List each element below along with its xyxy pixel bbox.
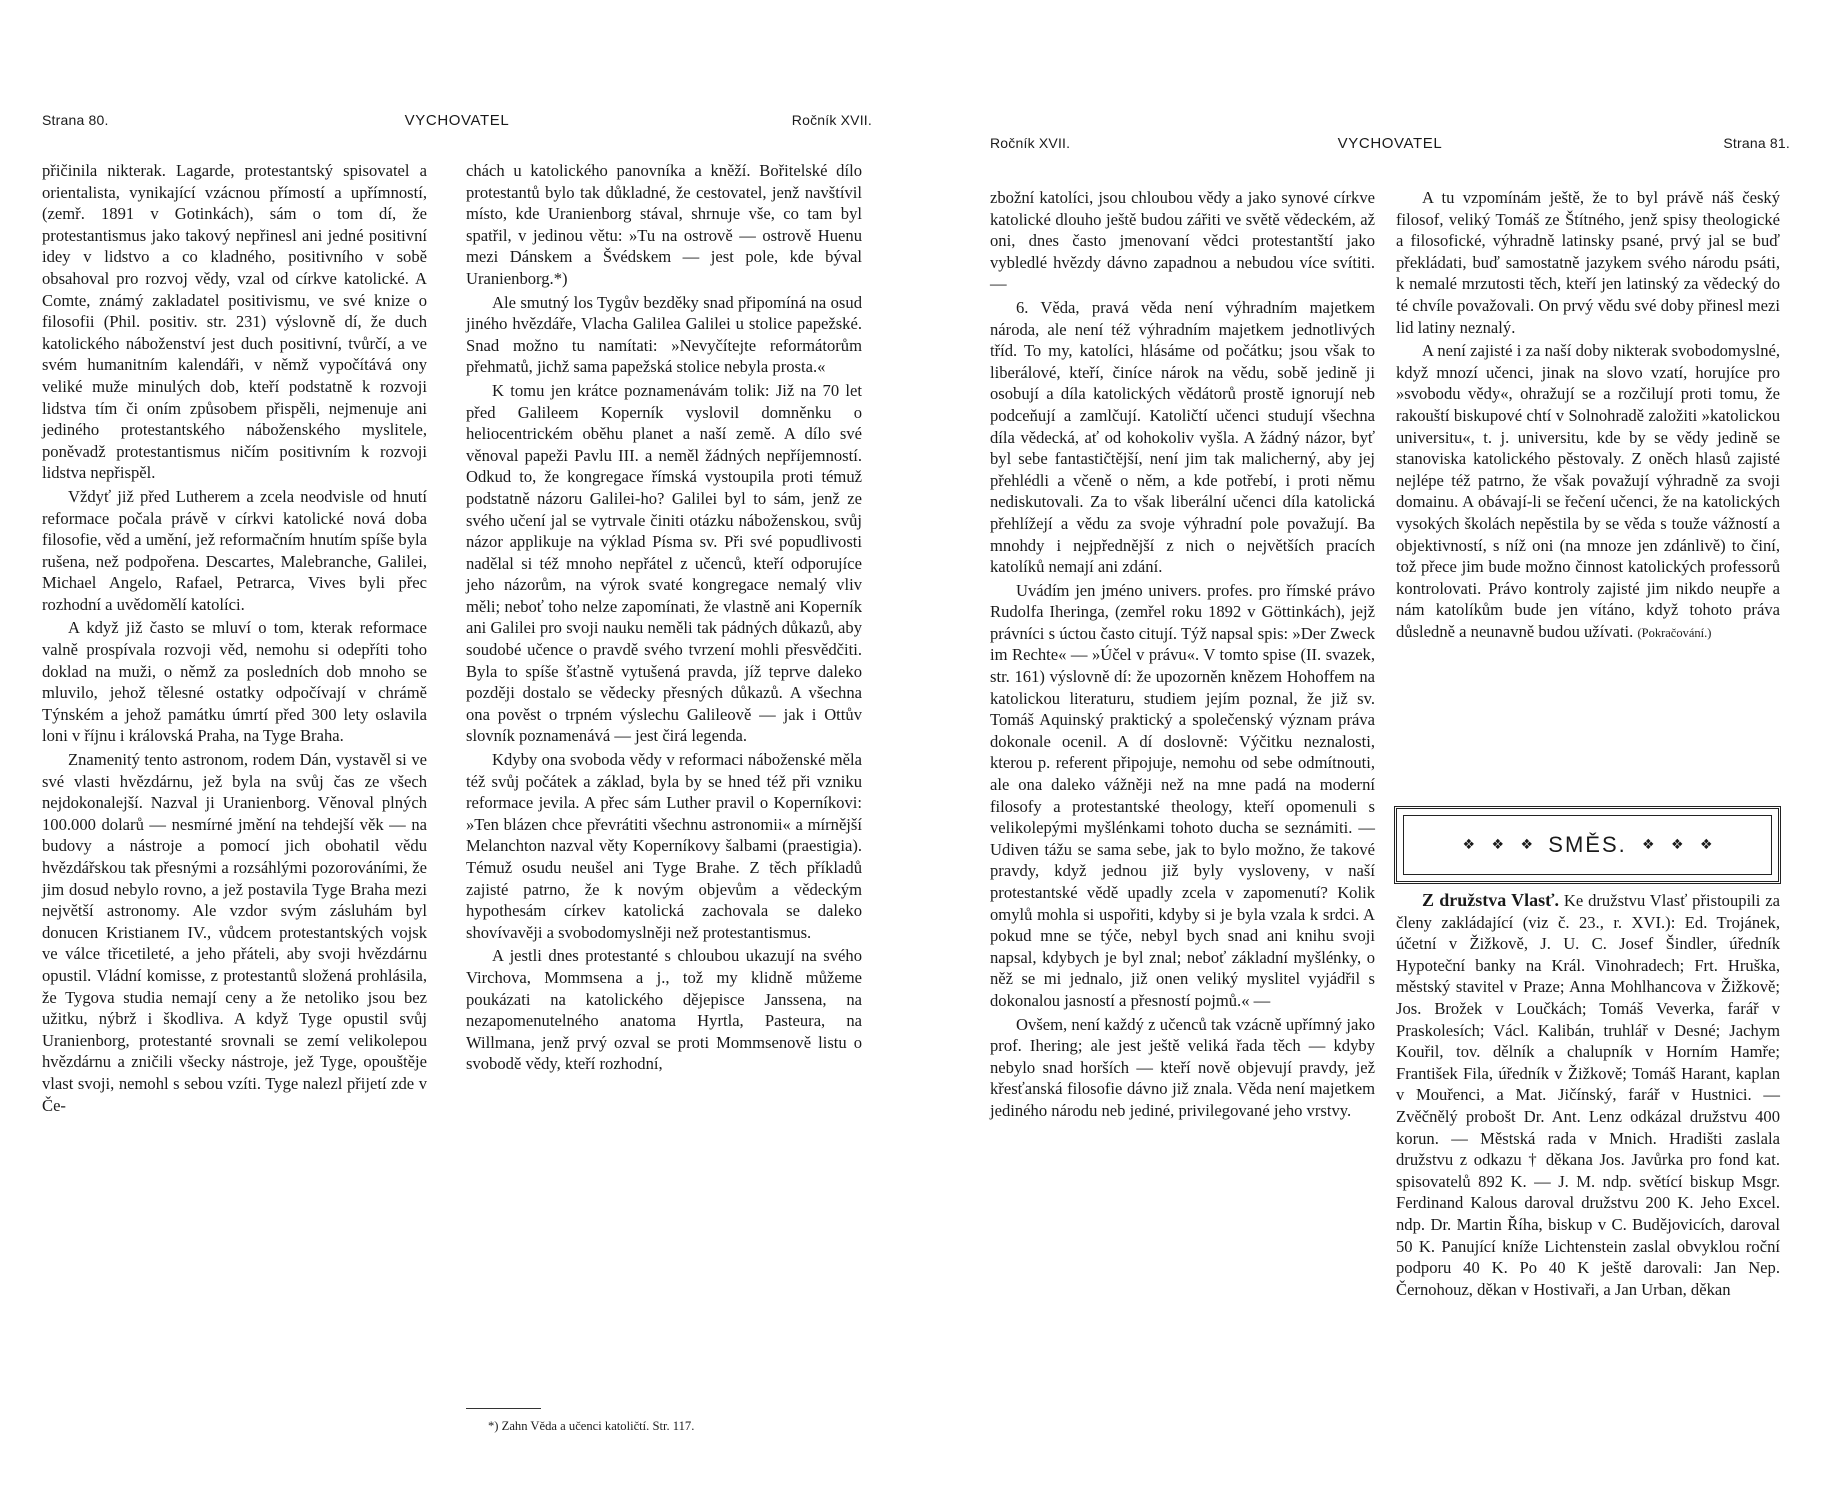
paragraph-text: A není zajisté i za naší doby nikterak svobodomyslné, když mnozí učenci, jinak na slovo vzatí, horujíce pro »svobodu vědy«, ohražují se a rozčilují proti tomu, že rakouští biskupové chtí v Solnohradě založiti »katolickou universitu«, t. j. universitu, kde by se vědy jedině se stanoviska katolického pěstovaly. Z oněch hlasů zajisté nejlépe též patrno, že však považují výhradně za svoji domainu. A obávají-li se řečení učenci, že na katolických vysokých školách nepěstila by se věda s touže vážností a objektivností, s níž oni (na mnoze jen zdánlivě) to činí, tož přece jim bude možno činnost katolických professorů kontrolovati. Právo kontroly zajisté jim nikdo neupře a nám katolíkům bude jen vítáno, když tohoto práva důsledně a neunavně budou užívati. bbox=[1396, 341, 1780, 641]
journal-title: VYCHOVATEL bbox=[404, 112, 510, 129]
paragraph: zbožní katolíci, jsou chloubou vědy a jako synové církve katolické dlouho ještě budou zářiti ve světě vědeckém, až oni, dnes často jmenovaní vědci protestantští jako vybledlé hvězdy dávno zapadnou a nebudou více svítiti. — bbox=[990, 188, 1375, 294]
continuation-note: (Pokračování.) bbox=[1637, 625, 1712, 640]
right-column-2 bbox=[1396, 187, 1780, 646]
paragraph: Uvádím jen jméno univers. profes. pro římské právo Rudolfa Iheringa, (zemřel roku 1892 v Göttinkách), jejž právníci s úctou často citují. Týž napsal spis: »Der Zweck im Rechte« — »Účel v právu«. V tomto spise (II. svazek, str. 161) výslovně dí: že upozorněn knězem Hohoffem na katolickou literaturu, studiem jejím poznal, že již sv. Tomáš Aquinský praktický a společenský význam práva dokonale ocenil. A dí doslovně: Výčitku neznalosti, kterou p. referent připojuje, nemohu od sebe odmítnouti, ale ona daleko vážněji než na mne padá na moderní filosofy a protestantské theology, kteří opomenuli s velikolepými myšlénkami tohoto ducha se seznámiti. — Udiven tážu se sama sebe, jak to bylo možno, že takové pravdy, když jednou již byly vysloveny, v naší protestantské vědě upadly zcela v zapomenutí? Kolik omylů mohla si uspořiti, kdyby si je byla vzala k srdci. A pokud mne se týče, nebyl bych snad ani knihu svoji napsal, kdybych je byl znal; neboť základní myšlénky, o něž se mi jednalo, již onen veliký myslitel vyjádřil s dokonalou jasností a přesností pojmů.« — bbox=[990, 580, 1375, 1010]
ornament-icon: ❖ bbox=[1699, 837, 1713, 853]
journal-title: VYCHOVATEL bbox=[1337, 135, 1443, 152]
paragraph: přičinila nikterak. Lagarde, protestantský spisovatel a orientalista, vynikající vzácnou přímostí a upřímností, (zemř. 1891 v Gotinkách), sám o tom dí, že protestantismus jako takový nepřinesl ani jedné positivní idey v lidstvo a co kladného, positivního v sobě obsahoval pro rozvoj vědy, vzal od církve katolické. A Comte, známý zakladatel positivismu, ve své knize o filosofii (Phil. positiv. str. 231) výslovně dí, že duch katolického náboženství jest duch positivní, tvůrčí, a ve svém humanitním kalendáři, v němž vypočítává ony veliké muže minulých dob, kteří podstatně k rozvoji lidstva tím či oním způsobem přispěli, nejmenuje ani jediného protestantského náboženského myslitele, poněvadž protestantismus ničím positivním k rozvoji lidstva nepřispěl. bbox=[42, 161, 427, 483]
paragraph: Ovšem, není každý z učenců tak vzácně upřímný jako prof. Ihering; ale jest ještě veliká řada těch — kdyby nebylo snad horších — kteří nově objevují pravdy, jež křesťanská filosofie dávno již znala. Věda není majetkem jediného národu neb jediné, privilegované jeho vrstvy. bbox=[990, 1014, 1375, 1120]
ornament-icon: ❖ bbox=[1491, 837, 1505, 853]
left-page bbox=[42, 0, 872, 1500]
right-running-head bbox=[990, 135, 1790, 159]
ornament-icon: ❖ bbox=[1462, 837, 1476, 853]
footnote: *) Zahn Věda a učenci katoličtí. Str. 117. bbox=[488, 1419, 695, 1433]
right-page bbox=[990, 0, 1790, 1500]
ornament-icon: ❖ bbox=[1520, 837, 1534, 853]
paragraph: A když již často se mluví o tom, kterak reformace valně prospívala rozvoji věd, nemohu si odepříti toho doklad na muži, o němž za posledních dob mnoho se mluvilo, jehož tělesné ostatky odpočívají v chrámě Týnském a jehož památku úmrtí před 300 lety oslavila loni v říjnu i královská Praha, na Tyge Braha. bbox=[42, 618, 427, 746]
left-column-2 bbox=[466, 160, 862, 1077]
paragraph: Znamenitý tento astronom, rodem Dán, vystavěl si ve své vlasti hvězdárnu, jež byla na svůj čas ze všech nejdokonalejší. Nazval ji Uranienborg. Věnoval plných 100.000 dolarů — nesmírné jmění na tehdejší věk — na budovy a nástroje a pomocí jich obohatil vědu hvězdářskou tak přesnými a rozsáhlými pozorováními, že jim dosud nebylo rovno, a jež postavila Tyge Braha mezi největší astronomy. Ale vzdor svým zásluhám byl donucen Kristianem IV., vůdcem protestantských vojsk ve válce třicetileté, a jeho přáteli, aby svoji hvězdárnu opustil. Vládní komisse, z protestantů složená prohlásila, že Tygova studia nemají ceny a že netoliko jsou bez užitku, nýbrž i škodliva. A když Tyge opustil svůj Uranienborg, protestanté srovnali se zemí velikolepou hvězdárnu a zničili všecky nástroje, jež Tyge, opouštěje vlast svoji, nemohl s sebou vzíti. Tyge nalezl přijetí zde v Če- bbox=[42, 750, 427, 1115]
news-item bbox=[1396, 890, 1780, 1300]
section-title: SMĚS. bbox=[1548, 832, 1627, 857]
page-number: Strana 80. bbox=[42, 112, 109, 128]
left-running-head bbox=[42, 112, 872, 136]
paragraph: A jestli dnes protestanté s chloubou ukazují na svého Virchova, Mommsena a j., tož my klidně můžeme poukázati na katolického dějepisce Janssena, na nezapomenutelného anatoma Hyrtla, Pasteura, na Willmana, jenž prvý ozval se proti Mommsenově listu o svobodě vědy, kteří rozhodní, bbox=[466, 946, 862, 1074]
paragraph: K tomu jen krátce poznamenávám tolik: Již na 70 let před Galileem Koperník vyslovil domněnku o heliocentrickém oběhu planet a naší země. A dílo své věnoval papeži Pavlu III. a neměl žádných nepříjemností. Odkud to, že kongregace římská vystoupila proti témuž podstatně názoru Galilei-ho? Galilei byl to sám, jenž ze svého učení jal se vytrvale činiti otázku náboženskou, svůj názor applikuje na výklad Písma sv. Při své popudlivosti nadělal si též mnoho nepřátel z učenců, kteří odporujíce jeho názorům, na výrok svaté kongregace nemalý vliv měli; neboť toho nelze zapomínati, že vlastně ani Koperník ani Galilei pro svoji nauku neměli tak pádných důkazů, aby soudobé učence o pravdě svého tvrzení mohli přesvědčiti. Byla to spíše šťastně vytušená pravda, jíž teprve daleko později dostalo se vědecky přesných důkazů. A všechna ona pověst o trpném výslechu Galileově — jak i Ottův slovník poznamenává — jest čirá legenda. bbox=[466, 380, 862, 746]
news-heading: Z družstva Vlasť. bbox=[1422, 890, 1559, 910]
paragraph: A tu vzpomínám ještě, že to byl právě náš český filosof, veliký Tomáš ze Štítného, jenž spisy theologické a filosofické, výhradně latinsky psané, prvý jal se buď překládati, buď samostatně jazykem svého národu psáti, k nemalé mrzutosti těch, kteří jen latinský za vědecký do té chvíle považovali. On prvý vědu své doby přinesl mezi lid latiny neznalý. bbox=[1396, 188, 1780, 337]
left-column-1 bbox=[42, 160, 427, 1118]
paragraph: Ale smutný los Tygův bezděky snad připomíná na osud jiného hvězdáře, Vlacha Galilea Galilei u stolice papežské. Snad možno tu namítati: »Nevyčítejte reformátorům přehmatů, jichž sama papežská stolice nebyla prosta.« bbox=[466, 292, 862, 377]
volume-label: Ročník XVII. bbox=[990, 135, 1071, 151]
volume-label: Ročník XVII. bbox=[791, 112, 872, 128]
news-text: Ke družstvu Vlasť přistoupili za členy zakládající (viz č. 23., r. XVI.): Ed. Trojánek, účetní v Žižkově, J. U. C. Josef Šindler, úředník Hypoteční banky na Král. Vinohradech; Frt. Hruška, městský stavitel v Praze; Anna Mohlhancova v Žižkově; Jos. Brožek v Loučkách; Tomáš Veverka, farář v Praskolesích; Václ. Kalibán, truhlář v Desné; Jachym Kouřil, tov. dělník a chalupník v Horním Hamře; František Fila, úředník v Žižkově; Tomáš Harant, kaplan v Mouřenci, a Mat. Jičínský, farář v Hustnici. — Zvěčnělý probošt Dr. Ant. Lenz odkázal družstvu 400 korun. — Městská rada v Mnich. Hradišti zaslala družstvu z odkazu † děkana Jos. Javůrka pro fond kat. spisovatelů 892 K. — J. M. ndp. světící biskup Msgr. Ferdinand Kalous daroval družstvu 200 K. Jeho Excel. ndp. Dr. Martin Říha, biskup v C. Budějovicích, daroval 50 K. Panující kníže Lichtenstein zaslal obvyklou roční podporu 40 K. Po 40 K ještě darovali: Jan Nep. Černohouz, děkan v Hostivaři, a Jan Urban, děkan bbox=[1396, 891, 1780, 1299]
paragraph: Kdyby ona svoboda vědy v reformaci náboženské měla též svůj počátek a základ, byla by se hned též při vzniku reformace jevila. A přec sám Luther pravil o Koperníkovi: »Ten blázen chce převrátiti všechnu astronomii« a mírnější Melanchton nazval věty Koperníkovy šalbami (praestigia). Témuž osudu neušel ani Tyge Brahe. Z těch příkladů zajisté patrno, že k novým objevům a vědeckým hypothesám církev katolická zachovala se daleko shovívavěji a svobodomyslněji než protestantismus. bbox=[466, 750, 862, 942]
right-column-1 bbox=[990, 187, 1375, 1124]
paragraph: chách u katolického panovníka a kněží. Bořitelské dílo protestantů bylo tak důkladné, že cestovatel, jenž navštívil místo, kde Uranienborg stával, shrnuje vše, co tam byl spatřil, v jedinou větu: »Tu na ostrově — ostrově Huenu mezi Dánskem a Švédskem — jest pole, kde býval Uranienborg.*) bbox=[466, 161, 862, 288]
page-number: Strana 81. bbox=[1723, 135, 1790, 151]
news-paragraph bbox=[1396, 890, 1780, 1300]
paragraph: Vždyť již před Lutherem a zcela neodvisle od hnutí reformace počala právě v církvi katolické nová doba filosofie, věd a umění, jež reformačním hnutím spíše byla rušena, než podpořena. Descartes, Malebranche, Galilei, Michael Angelo, Rafael, Petrarca, Vives byli přec rozhodní a uvědomělí katolíci. bbox=[42, 486, 427, 614]
footnote-rule bbox=[466, 1408, 541, 1409]
ornament-icon: ❖ bbox=[1670, 837, 1684, 853]
section-banner bbox=[1394, 806, 1781, 884]
ornament-icon: ❖ bbox=[1641, 837, 1655, 853]
paragraph bbox=[1396, 340, 1780, 644]
paragraph: 6. Věda, pravá věda není výhradním majetkem národa, ale není též výhradním majetkem jednotlivých tříd. To my, katolíci, hlásáme od počátku; jsou však to liberálové, kteří, činíce nárok na vědu, sobě jedině ji osobují a díla katolických vědátorů prostě ignorují neb podceňují a zamlčují. Katoličtí učenci studují všechna díla vědecká, ať od kohokoliv vyšla. A žádný názor, byť byl sebe fantastičtější, není jim tak malicherný, aby jej přehlédli a včeně o něm, a kde potřebí, i proti němu nediskutovali. Za to však liberální učenci díla katolická přehlížejí a vědu za svoje výhradní pole považují. Ba mnohdy i nejpřednější z nich o největších pracích katolíků nemají ani zdání. bbox=[990, 297, 1375, 577]
section-banner-inner bbox=[1403, 815, 1772, 875]
